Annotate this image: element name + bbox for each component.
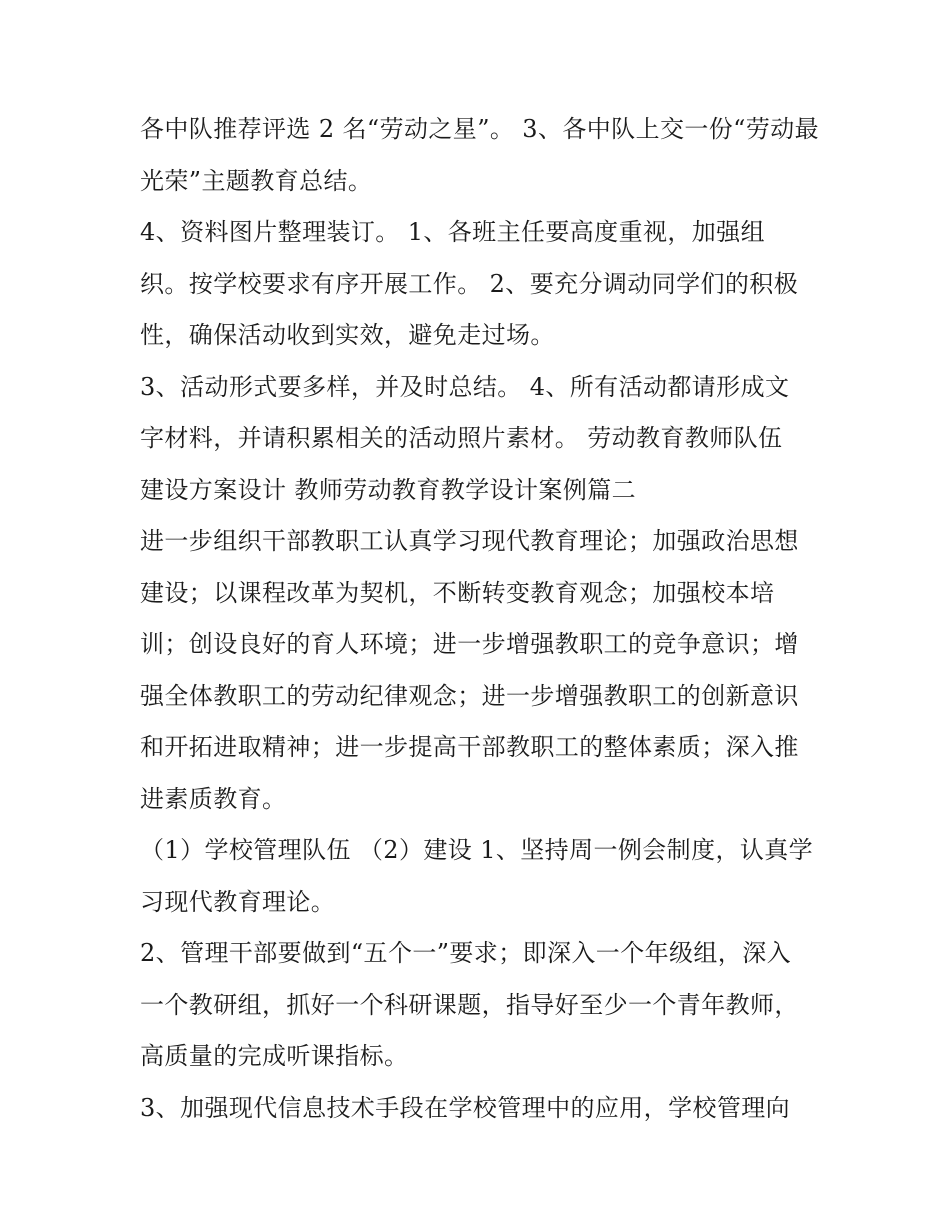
text-line: 织。按学校要求有序开展工作。 2、要充分调动同学们的积极 xyxy=(140,269,799,298)
text-line: 4、资料图片整理装订。 1、各班主任要高度重视，加强组 xyxy=(140,218,765,246)
text-line: 建设；以课程改革为契机，不断转变教育观念；加强校本培 xyxy=(140,578,775,607)
text-line: 2、管理干部要做到“五个一”要求；即深入一个年级组，深入 xyxy=(140,939,792,967)
text-line: 一个教研组，抓好一个科研课题，指导好至少一个青年教师， xyxy=(140,990,799,1019)
text-line: （1）学校管理队伍 （2）建设 1、坚持周一例会制度，认真学 xyxy=(140,836,814,864)
text-line: 进一步组织干部教职工认真学习现代教育理论；加强政治思想 xyxy=(140,527,799,555)
text-line: 3、加强现代信息技术手段在学校管理中的应用，学校管理向 xyxy=(140,1093,791,1122)
text-line: 建设方案设计 教师劳动教育教学设计案例篇二 xyxy=(140,475,637,504)
text-line: 性，确保活动收到实效，避免走过场。 xyxy=(140,321,555,349)
text-line: 光荣”主题教育总结。 xyxy=(140,166,373,195)
text-line: 训；创设良好的育人环境；进一步增强教职工的竞争意识；增 xyxy=(140,630,799,658)
text-line: 习现代教育理论。 xyxy=(140,887,336,916)
document-body xyxy=(140,104,830,1134)
text-line: 强全体教职工的劳动纪律观念；进一步增强教职工的创新意识 xyxy=(140,681,799,710)
text-line: 各中队推荐评选 2 名“劳动之星”。 3、各中队上交一份“劳动最 xyxy=(140,115,820,143)
text-line: 字材料，并请积累相关的活动照片素材。 劳动教育教师队伍 xyxy=(140,424,783,452)
text-line: 和开拓进取精神；进一步提高干部教职工的整体素质；深入推 xyxy=(140,733,799,761)
text-line: 3、活动形式要多样，并及时总结。 4、所有活动都请形成文 xyxy=(140,372,790,401)
text-line: 进素质教育。 xyxy=(140,784,287,813)
text-line: 高质量的完成听课指标。 xyxy=(140,1042,409,1070)
